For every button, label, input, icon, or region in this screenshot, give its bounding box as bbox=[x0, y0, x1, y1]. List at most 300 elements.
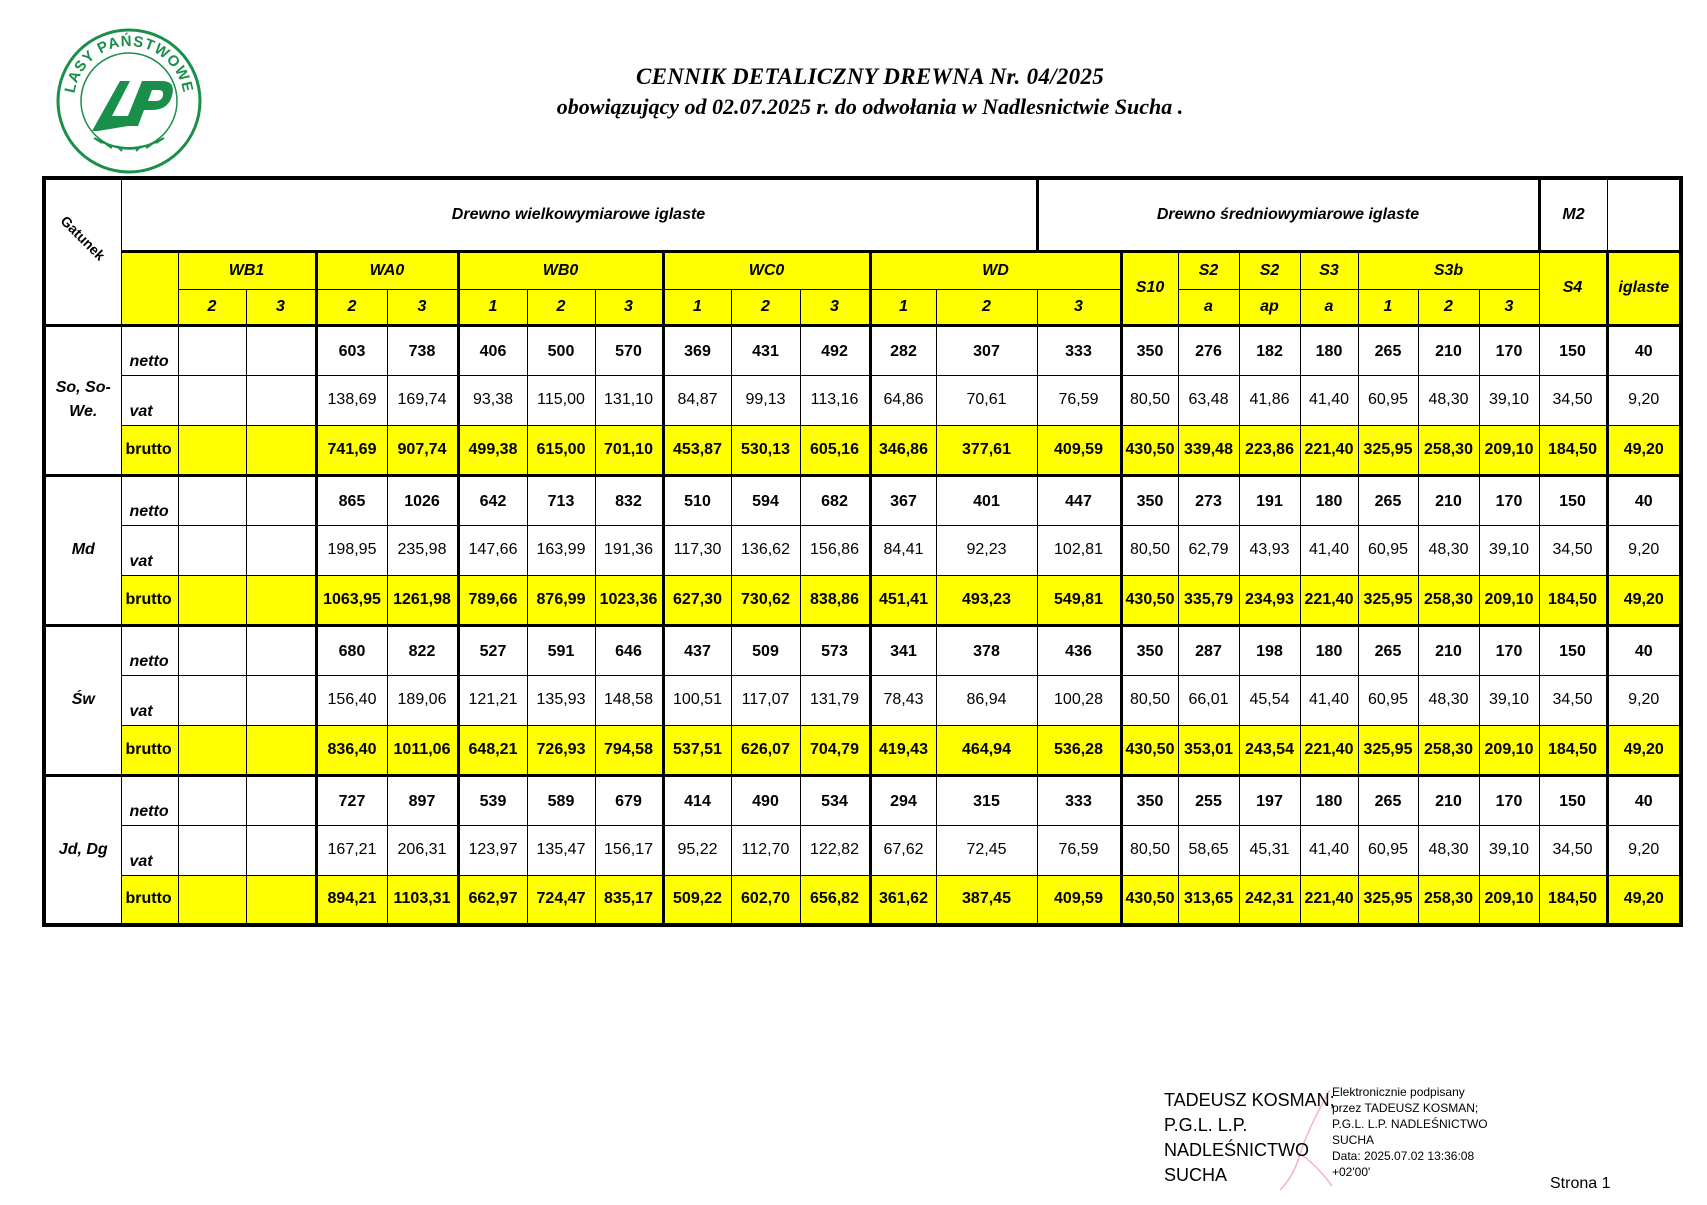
price-cell bbox=[246, 875, 316, 925]
row-label-brutto: brutto bbox=[121, 875, 178, 925]
empty-header-cell bbox=[121, 251, 178, 325]
price-cell: 1026 bbox=[387, 475, 458, 525]
price-cell: 180 bbox=[1300, 625, 1358, 675]
price-cell: 865 bbox=[316, 475, 387, 525]
species-name: So, So-We. bbox=[44, 325, 121, 475]
price-cell: 221,40 bbox=[1300, 425, 1358, 475]
price-cell bbox=[178, 775, 246, 825]
price-cell: 121,21 bbox=[458, 675, 527, 725]
price-cell: 648,21 bbox=[458, 725, 527, 775]
price-cell: 135,47 bbox=[527, 825, 595, 875]
price-cell: 726,93 bbox=[527, 725, 595, 775]
corner-gatunek: Gatunek bbox=[44, 178, 121, 325]
price-cell: 80,50 bbox=[1121, 525, 1178, 575]
signature-name bbox=[1164, 1088, 1335, 1188]
price-cell: 147,66 bbox=[458, 525, 527, 575]
price-cell: 99,13 bbox=[731, 375, 800, 425]
price-cell: 184,50 bbox=[1539, 875, 1607, 925]
price-cell: 646 bbox=[595, 625, 663, 675]
price-cell: 191,36 bbox=[595, 525, 663, 575]
price-cell: 536,28 bbox=[1037, 725, 1121, 775]
price-cell: 431 bbox=[731, 325, 800, 375]
sub-wb0-2: 2 bbox=[527, 289, 595, 325]
price-cell: 95,22 bbox=[663, 825, 731, 875]
price-cell: 39,10 bbox=[1479, 675, 1539, 725]
signature-detail-line: przez TADEUSZ KOSMAN; bbox=[1332, 1101, 1479, 1115]
page-number: Strona 1 bbox=[1550, 1175, 1611, 1192]
price-cell: 265 bbox=[1358, 625, 1418, 675]
price-cell: 333 bbox=[1037, 775, 1121, 825]
sub-wb1-2: 2 bbox=[178, 289, 246, 325]
species-row-vat bbox=[44, 375, 1681, 425]
price-cell: 662,97 bbox=[458, 875, 527, 925]
price-cell: 235,98 bbox=[387, 525, 458, 575]
price-cell: 189,06 bbox=[387, 675, 458, 725]
species-row-netto bbox=[44, 475, 1681, 525]
sub-s2-ap: ap bbox=[1239, 289, 1300, 325]
price-cell: 39,10 bbox=[1479, 525, 1539, 575]
price-cell: 627,30 bbox=[663, 575, 731, 625]
price-cell: 34,50 bbox=[1539, 675, 1607, 725]
species-name: Md bbox=[44, 475, 121, 625]
price-cell: 60,95 bbox=[1358, 675, 1418, 725]
price-cell: 350 bbox=[1121, 775, 1178, 825]
price-cell: 80,50 bbox=[1121, 675, 1178, 725]
price-cell: 131,10 bbox=[595, 375, 663, 425]
price-cell: 339,48 bbox=[1178, 425, 1239, 475]
price-cell: 221,40 bbox=[1300, 725, 1358, 775]
sub-wa0-3: 3 bbox=[387, 289, 458, 325]
price-cell: 123,97 bbox=[458, 825, 527, 875]
price-cell: 265 bbox=[1358, 775, 1418, 825]
price-cell bbox=[178, 825, 246, 875]
signature-name-line: NADLEŚNICTWO bbox=[1164, 1140, 1310, 1160]
price-cell: 509,22 bbox=[663, 875, 731, 925]
price-cell: 492 bbox=[800, 325, 870, 375]
price-cell: 58,65 bbox=[1178, 825, 1239, 875]
price-cell: 1261,98 bbox=[387, 575, 458, 625]
price-cell: 48,30 bbox=[1418, 375, 1479, 425]
price-cell: 138,69 bbox=[316, 375, 387, 425]
price-cell: 102,81 bbox=[1037, 525, 1121, 575]
price-cell: 626,07 bbox=[731, 725, 800, 775]
price-cell: 167,21 bbox=[316, 825, 387, 875]
price-cell: 206,31 bbox=[387, 825, 458, 875]
price-cell: 80,50 bbox=[1121, 825, 1178, 875]
price-cell: 39,10 bbox=[1479, 375, 1539, 425]
price-cell: 9,20 bbox=[1607, 675, 1681, 725]
row-label-vat: vat bbox=[121, 825, 178, 875]
row-label-vat: vat bbox=[121, 375, 178, 425]
species-name: Św bbox=[44, 625, 121, 775]
price-cell bbox=[246, 725, 316, 775]
sub-wb0-3: 3 bbox=[595, 289, 663, 325]
price-cell: 43,93 bbox=[1239, 525, 1300, 575]
price-cell: 115,00 bbox=[527, 375, 595, 425]
price-cell: 361,62 bbox=[870, 875, 936, 925]
price-cell: 447 bbox=[1037, 475, 1121, 525]
price-cell: 182 bbox=[1239, 325, 1300, 375]
price-cell: 40 bbox=[1607, 475, 1681, 525]
price-cell bbox=[246, 775, 316, 825]
price-cell: 741,69 bbox=[316, 425, 387, 475]
price-cell: 156,86 bbox=[800, 525, 870, 575]
price-cell: 163,99 bbox=[527, 525, 595, 575]
price-cell bbox=[178, 325, 246, 375]
price-cell: 255 bbox=[1178, 775, 1239, 825]
price-cell: 93,38 bbox=[458, 375, 527, 425]
price-cell: 150 bbox=[1539, 325, 1607, 375]
price-cell: 100,51 bbox=[663, 675, 731, 725]
price-cell: 642 bbox=[458, 475, 527, 525]
price-cell: 92,23 bbox=[936, 525, 1037, 575]
price-cell: 84,41 bbox=[870, 525, 936, 575]
price-cell: 730,62 bbox=[731, 575, 800, 625]
price-cell: 170 bbox=[1479, 775, 1539, 825]
species-row-brutto bbox=[44, 425, 1681, 475]
species-row-brutto bbox=[44, 575, 1681, 625]
price-cell: 530,13 bbox=[731, 425, 800, 475]
price-cell: 589 bbox=[527, 775, 595, 825]
price-cell: 184,50 bbox=[1539, 425, 1607, 475]
price-cell: 1023,36 bbox=[595, 575, 663, 625]
class-wb1: WB1 bbox=[178, 251, 316, 289]
price-cell: 41,40 bbox=[1300, 525, 1358, 575]
signature-detail-line: P.G.L. L.P. NADLEŚNICTWO bbox=[1332, 1117, 1488, 1131]
price-cell: 499,38 bbox=[458, 425, 527, 475]
price-cell: 315 bbox=[936, 775, 1037, 825]
price-cell: 378 bbox=[936, 625, 1037, 675]
price-cell: 656,82 bbox=[800, 875, 870, 925]
price-cell bbox=[178, 575, 246, 625]
price-cell: 510 bbox=[663, 475, 731, 525]
price-cell: 832 bbox=[595, 475, 663, 525]
price-cell: 136,62 bbox=[731, 525, 800, 575]
sub-s2-a: a bbox=[1178, 289, 1239, 325]
price-cell: 570 bbox=[595, 325, 663, 375]
price-cell: 493,23 bbox=[936, 575, 1037, 625]
price-cell: 243,54 bbox=[1239, 725, 1300, 775]
price-cell: 156,40 bbox=[316, 675, 387, 725]
price-cell: 131,79 bbox=[800, 675, 870, 725]
species-row-netto bbox=[44, 625, 1681, 675]
price-cell: 169,74 bbox=[387, 375, 458, 425]
price-cell: 80,50 bbox=[1121, 375, 1178, 425]
price-table-body bbox=[44, 325, 1681, 925]
price-cell: 112,70 bbox=[731, 825, 800, 875]
price-cell bbox=[246, 325, 316, 375]
price-cell bbox=[246, 575, 316, 625]
price-cell: 835,17 bbox=[595, 875, 663, 925]
price-cell: 221,40 bbox=[1300, 575, 1358, 625]
price-cell: 333 bbox=[1037, 325, 1121, 375]
price-cell: 1063,95 bbox=[316, 575, 387, 625]
price-cell: 682 bbox=[800, 475, 870, 525]
price-cell: 591 bbox=[527, 625, 595, 675]
species-row-vat bbox=[44, 675, 1681, 725]
price-cell bbox=[246, 425, 316, 475]
price-cell: 209,10 bbox=[1479, 875, 1539, 925]
price-cell: 287 bbox=[1178, 625, 1239, 675]
price-cell: 876,99 bbox=[527, 575, 595, 625]
price-cell: 437 bbox=[663, 625, 731, 675]
row-label-brutto: brutto bbox=[121, 425, 178, 475]
price-cell: 9,20 bbox=[1607, 825, 1681, 875]
price-cell bbox=[246, 825, 316, 875]
price-table bbox=[42, 176, 1683, 927]
sub-s3-a: a bbox=[1300, 289, 1358, 325]
price-cell: 234,93 bbox=[1239, 575, 1300, 625]
lasy-panstwowe-logo bbox=[54, 26, 204, 176]
price-cell: 184,50 bbox=[1539, 725, 1607, 775]
price-cell: 325,95 bbox=[1358, 425, 1418, 475]
price-cell: 724,47 bbox=[527, 875, 595, 925]
title-line-1: CENNIK DETALICZNY DREWNA Nr. 04/2025 bbox=[635, 64, 1105, 89]
price-cell: 789,66 bbox=[458, 575, 527, 625]
sub-wb1-3: 3 bbox=[246, 289, 316, 325]
row-label-vat: vat bbox=[121, 675, 178, 725]
price-cell: 221,40 bbox=[1300, 875, 1358, 925]
price-cell: 40 bbox=[1607, 325, 1681, 375]
class-s2a: S2 bbox=[1178, 251, 1239, 289]
price-cell: 198 bbox=[1239, 625, 1300, 675]
document-title bbox=[340, 62, 1400, 122]
species-name: Jd, Dg bbox=[44, 775, 121, 925]
price-cell: 265 bbox=[1358, 325, 1418, 375]
price-cell: 335,79 bbox=[1178, 575, 1239, 625]
price-cell bbox=[178, 375, 246, 425]
price-cell: 60,95 bbox=[1358, 375, 1418, 425]
sub-wd-2: 2 bbox=[936, 289, 1037, 325]
price-cell: 49,20 bbox=[1607, 725, 1681, 775]
price-cell: 294 bbox=[870, 775, 936, 825]
price-cell: 346,86 bbox=[870, 425, 936, 475]
price-cell: 210 bbox=[1418, 775, 1479, 825]
sub-s3b-2: 2 bbox=[1418, 289, 1479, 325]
signature-detail-line: Elektronicznie podpisany bbox=[1332, 1085, 1465, 1099]
price-cell: 738 bbox=[387, 325, 458, 375]
price-cell: 453,87 bbox=[663, 425, 731, 475]
price-cell: 84,87 bbox=[663, 375, 731, 425]
signature-name-line: SUCHA bbox=[1164, 1165, 1228, 1185]
price-cell bbox=[178, 625, 246, 675]
price-cell: 794,58 bbox=[595, 725, 663, 775]
species-row-brutto bbox=[44, 725, 1681, 775]
price-cell: 701,10 bbox=[595, 425, 663, 475]
price-cell: 40 bbox=[1607, 625, 1681, 675]
price-cell: 117,07 bbox=[731, 675, 800, 725]
price-cell: 49,20 bbox=[1607, 425, 1681, 475]
price-cell: 490 bbox=[731, 775, 800, 825]
price-cell: 209,10 bbox=[1479, 425, 1539, 475]
price-cell: 135,93 bbox=[527, 675, 595, 725]
price-cell bbox=[246, 675, 316, 725]
price-cell: 907,74 bbox=[387, 425, 458, 475]
price-cell: 86,94 bbox=[936, 675, 1037, 725]
price-cell: 1103,31 bbox=[387, 875, 458, 925]
sub-wd-3: 3 bbox=[1037, 289, 1121, 325]
sub-wd-1: 1 bbox=[870, 289, 936, 325]
price-cell: 100,28 bbox=[1037, 675, 1121, 725]
price-cell: 822 bbox=[387, 625, 458, 675]
price-cell bbox=[246, 475, 316, 525]
class-wc0: WC0 bbox=[663, 251, 870, 289]
price-cell: 9,20 bbox=[1607, 375, 1681, 425]
price-cell: 602,70 bbox=[731, 875, 800, 925]
price-cell: 369 bbox=[663, 325, 731, 375]
price-cell: 679 bbox=[595, 775, 663, 825]
class-s2ap: S2 bbox=[1239, 251, 1300, 289]
price-cell bbox=[178, 525, 246, 575]
price-cell: 242,31 bbox=[1239, 875, 1300, 925]
price-cell: 170 bbox=[1479, 625, 1539, 675]
price-cell: 64,86 bbox=[870, 375, 936, 425]
price-cell: 180 bbox=[1300, 475, 1358, 525]
price-cell: 401 bbox=[936, 475, 1037, 525]
class-iglaste: iglaste bbox=[1607, 251, 1681, 325]
price-cell: 430,50 bbox=[1121, 875, 1178, 925]
price-cell bbox=[246, 625, 316, 675]
price-cell: 60,95 bbox=[1358, 825, 1418, 875]
price-cell: 727 bbox=[316, 775, 387, 825]
price-cell: 41,40 bbox=[1300, 675, 1358, 725]
price-cell: 282 bbox=[870, 325, 936, 375]
price-cell bbox=[178, 875, 246, 925]
price-cell: 594 bbox=[731, 475, 800, 525]
price-cell: 605,16 bbox=[800, 425, 870, 475]
svg-text:LASY PAŃSTWOWE: LASY PAŃSTWOWE bbox=[61, 32, 197, 95]
price-cell: 836,40 bbox=[316, 725, 387, 775]
price-cell: 713 bbox=[527, 475, 595, 525]
price-cell: 387,45 bbox=[936, 875, 1037, 925]
price-cell: 34,50 bbox=[1539, 375, 1607, 425]
price-cell: 325,95 bbox=[1358, 875, 1418, 925]
price-cell: 210 bbox=[1418, 325, 1479, 375]
price-cell: 377,61 bbox=[936, 425, 1037, 475]
price-cell: 209,10 bbox=[1479, 725, 1539, 775]
price-cell: 414 bbox=[663, 775, 731, 825]
price-cell: 325,95 bbox=[1358, 575, 1418, 625]
price-cell: 313,65 bbox=[1178, 875, 1239, 925]
price-cell: 464,94 bbox=[936, 725, 1037, 775]
price-cell: 353,01 bbox=[1178, 725, 1239, 775]
price-cell: 534 bbox=[800, 775, 870, 825]
price-cell: 430,50 bbox=[1121, 725, 1178, 775]
price-cell: 1011,06 bbox=[387, 725, 458, 775]
row-label-netto: netto bbox=[121, 775, 178, 825]
signature-detail-line: +02'00' bbox=[1332, 1165, 1371, 1179]
price-cell: 537,51 bbox=[663, 725, 731, 775]
price-cell: 258,30 bbox=[1418, 725, 1479, 775]
class-wb0: WB0 bbox=[458, 251, 663, 289]
row-label-brutto: brutto bbox=[121, 725, 178, 775]
price-cell: 603 bbox=[316, 325, 387, 375]
sub-wa0-2: 2 bbox=[316, 289, 387, 325]
price-cell: 367 bbox=[870, 475, 936, 525]
price-cell: 307 bbox=[936, 325, 1037, 375]
group-header-sredniowymiarowe: Drewno średniowymiarowe iglaste bbox=[1037, 178, 1539, 251]
price-cell: 210 bbox=[1418, 475, 1479, 525]
price-cell: 113,16 bbox=[800, 375, 870, 425]
price-cell: 527 bbox=[458, 625, 527, 675]
species-row-vat bbox=[44, 525, 1681, 575]
price-cell: 451,41 bbox=[870, 575, 936, 625]
signature-name-line: P.G.L. L.P. bbox=[1164, 1115, 1248, 1135]
price-cell: 34,50 bbox=[1539, 525, 1607, 575]
price-cell: 615,00 bbox=[527, 425, 595, 475]
class-wa0: WA0 bbox=[316, 251, 458, 289]
price-cell: 191 bbox=[1239, 475, 1300, 525]
price-cell: 419,43 bbox=[870, 725, 936, 775]
price-cell: 122,82 bbox=[800, 825, 870, 875]
signature-detail-line: Data: 2025.07.02 13:36:08 bbox=[1332, 1149, 1475, 1163]
price-cell: 9,20 bbox=[1607, 525, 1681, 575]
price-cell: 170 bbox=[1479, 325, 1539, 375]
price-cell: 48,30 bbox=[1418, 525, 1479, 575]
price-cell: 897 bbox=[387, 775, 458, 825]
sub-s3b-3: 3 bbox=[1479, 289, 1539, 325]
price-cell: 549,81 bbox=[1037, 575, 1121, 625]
price-cell: 150 bbox=[1539, 775, 1607, 825]
sub-wb0-1: 1 bbox=[458, 289, 527, 325]
price-cell: 704,79 bbox=[800, 725, 870, 775]
price-cell: 39,10 bbox=[1479, 825, 1539, 875]
price-cell: 48,30 bbox=[1418, 825, 1479, 875]
price-cell: 680 bbox=[316, 625, 387, 675]
price-cell: 409,59 bbox=[1037, 425, 1121, 475]
price-cell: 45,31 bbox=[1239, 825, 1300, 875]
price-cell: 341 bbox=[870, 625, 936, 675]
price-cell: 67,62 bbox=[870, 825, 936, 875]
species-row-netto bbox=[44, 325, 1681, 375]
price-cell: 72,45 bbox=[936, 825, 1037, 875]
price-cell: 265 bbox=[1358, 475, 1418, 525]
price-cell bbox=[178, 475, 246, 525]
price-cell: 76,59 bbox=[1037, 375, 1121, 425]
price-cell bbox=[178, 725, 246, 775]
price-cell: 276 bbox=[1178, 325, 1239, 375]
price-cell: 258,30 bbox=[1418, 875, 1479, 925]
price-cell: 150 bbox=[1539, 475, 1607, 525]
price-cell: 210 bbox=[1418, 625, 1479, 675]
price-cell: 62,79 bbox=[1178, 525, 1239, 575]
price-cell: 509 bbox=[731, 625, 800, 675]
price-cell: 184,50 bbox=[1539, 575, 1607, 625]
price-cell: 180 bbox=[1300, 775, 1358, 825]
group-header-m2: M2 bbox=[1539, 178, 1607, 251]
price-cell: 70,61 bbox=[936, 375, 1037, 425]
price-cell: 76,59 bbox=[1037, 825, 1121, 875]
price-cell: 78,43 bbox=[870, 675, 936, 725]
price-cell: 48,30 bbox=[1418, 675, 1479, 725]
title-line-2: obowiązujący od 02.07.2025 r. do odwołania w Nadlesnictwie Sucha . bbox=[556, 94, 1184, 119]
price-cell bbox=[246, 525, 316, 575]
price-cell: 40 bbox=[1607, 775, 1681, 825]
price-cell: 49,20 bbox=[1607, 875, 1681, 925]
sub-wc0-2: 2 bbox=[731, 289, 800, 325]
species-row-netto bbox=[44, 775, 1681, 825]
price-cell: 273 bbox=[1178, 475, 1239, 525]
signature-name-line: TADEUSZ KOSMAN; bbox=[1164, 1090, 1335, 1110]
price-cell: 34,50 bbox=[1539, 825, 1607, 875]
species-row-vat bbox=[44, 825, 1681, 875]
species-row-brutto bbox=[44, 875, 1681, 925]
price-cell: 63,48 bbox=[1178, 375, 1239, 425]
price-cell: 573 bbox=[800, 625, 870, 675]
price-cell: 409,59 bbox=[1037, 875, 1121, 925]
price-cell: 150 bbox=[1539, 625, 1607, 675]
class-s4: S4 bbox=[1539, 251, 1607, 325]
